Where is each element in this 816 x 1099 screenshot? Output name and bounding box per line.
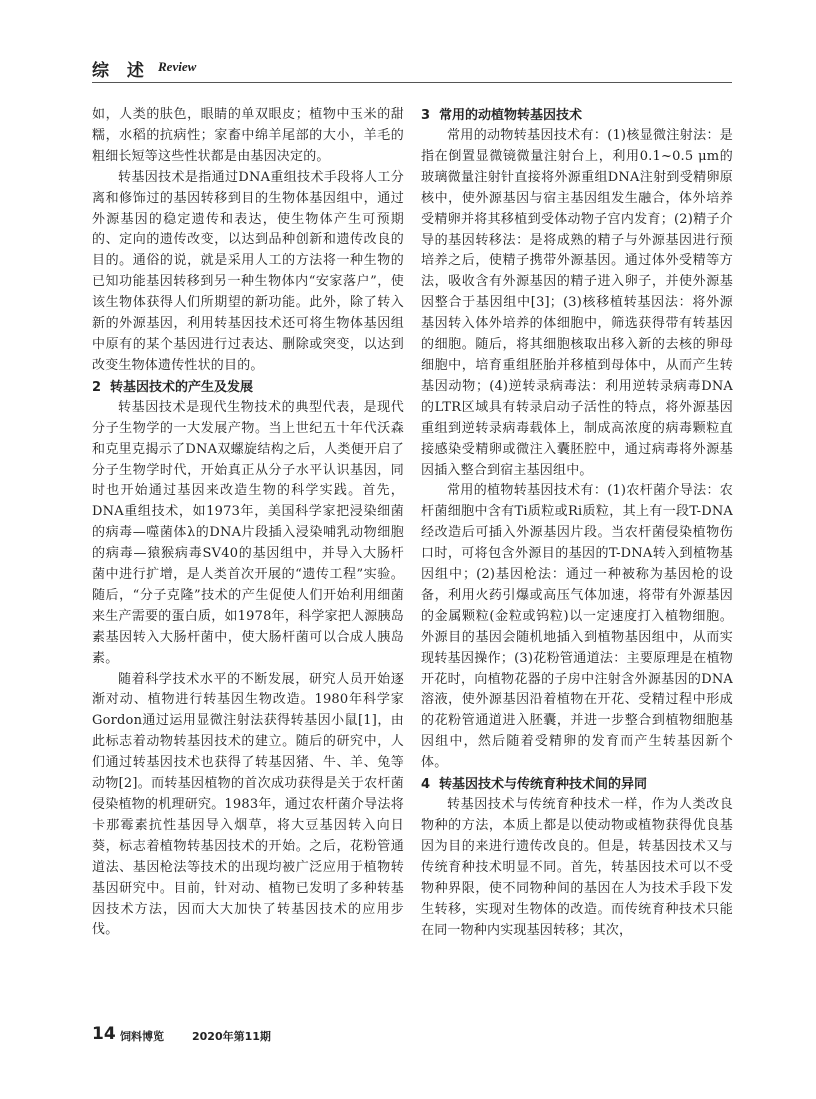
section-heading — [421, 774, 733, 795]
section-number: 2 — [92, 379, 102, 395]
journal-issue: 2020年第11期 — [192, 1030, 271, 1043]
journal-name: 饲料博览 — [120, 1030, 164, 1043]
page-footer — [92, 1024, 492, 1046]
right-column — [421, 105, 733, 1010]
body-paragraph: 转基因技术与传统育种技术一样，作为人类改良物种的方法，本质上都是以使动物或植物获得优良基因为目的来进行遗传改良的。但是，转基因技术又与传统育种技术明显不同。首先，转基因技术可以不受物种界限，使不同物种间的基因在人为技术手段下发生转移，实现对生物体的改造。而传统育种技术只能在同一物种内实现基因转移；其次， — [421, 797, 733, 938]
section-heading — [92, 377, 404, 398]
section-heading-text: 转基因技术与传统育种技术间的异同 — [439, 777, 648, 793]
section-title: 综 述 — [92, 61, 150, 81]
body-paragraph: 转基因技术是指通过DNA重组技术手段将人工分离和修饰过的基因转移到目的生物体基因组中，通过外源基因的稳定遗传和表达，使生物体产生可预期的、定向的遗传改变，以达到品种创新和遗传改良的目的。通俗的说，就是采用人工的方法将一种生物的已知功能基因转移到另一种生物体内“安家落户”，使该生物体获得人们所期望的新功能。此外，除了转入新的外源基因，利用转基因技术还可将生物体基因组中原有的某个基因进行过表达、删除或突变，以达到改变生物体遗传性状的目的。 — [92, 169, 404, 373]
section-heading — [421, 105, 733, 126]
section-title-en: Review — [158, 59, 197, 74]
section-heading-text: 常用的动植物转基因技术 — [439, 108, 583, 123]
section-number: 3 — [421, 108, 431, 123]
body-paragraph: 转基因技术是现代生物技术的典型代表，是现代分子生物学的一大发展产物。当上世纪五十年代沃森和克里克揭示了DNA双螺旋结构之后，人类便开启了分子生物学时代，开始真正从分子水平认识基因，同时也开始通过基因来改造生物的科学实践。首先，DNA重组技术，如1973年，美国科学家把浸染细菌的病毒—噬菌体λ的DNA片段插入浸染哺乳动物细胞的病毒—猿猴病毒SV40的基因组中，并导入大肠杆菌中进行扩增，是人类首次开展的“遗传工程”实验。随后，“分子克隆”技术的产生促使人们开始利用细菌来生产需要的蛋白质，如1978年，科学家把人源胰岛素基因转入大肠杆菌中，使大肠杆菌可以合成人胰岛素。 — [92, 399, 404, 666]
body-paragraph: 常用的动物转基因技术有：(1)核显微注射法：是指在倒置显微镜微量注射台上，利用0.1~0.5 μm的玻璃微量注射针直接将外源重组DNA注射到受精卵原核中，使外源基因与宿主基因组发生融合，体外培养受精卵并将其移植到受体动物子宫内发育；(2)精子介导的基因转移法：是将成熟的精子与外源基因进行预培养之后，使精子携带外源基因。通过体外受精等方法，吸收含有外源基因的精子进入卵子，并使外源基因整合于基因组中[3]；(3)核移植转基因法：将外源基因转入体外培养的体细胞中，筛选获得带有转基因的细胞。随后，将其细胞核取出移入新的去核的卵母细胞中，培育重组胚胎并移植到母体中，从而产生转基因动物；(4)逆转录病毒法：利用逆转录病毒DNA的LTR区域具有转录启动子活性的特点，将外源基因重组到逆转录病毒载体上，制成高浓度的病毒颗粒直接感染受精卵或微注入囊胚腔中，通过病毒将外源基因插入整合到宿主基因组中。 — [421, 128, 733, 478]
body-paragraph: 随着科学技术水平的不断发展，研究人员开始逐渐对动、植物进行转基因生物改造。1980年科学家Gordon通过运用显微注射法获得转基因小鼠[1]，由此标志着动物转基因技术的建立。随后的研究中，人们通过转基因技术也获得了转基因猪、牛、羊、兔等动物[2]。而转基因植物的首次成功获得是关于农杆菌侵染植物的机理研究。1983年，通过农杆菌介导法将卡那霉素抗性基因导入烟草，将大豆基因转入向日葵，标志着植物转基因技术的开始。之后，花粉管通道法、基因枪法等技术的出现均被广泛应用于植物转基因研究中。目前，针对动、植物已发明了多种转基因技术方法，因而大大加快了转基因技术的应用步伐。 — [92, 671, 404, 938]
body-paragraph: 常用的植物转基因技术有：(1)农杆菌介导法：农杆菌细胞中含有Ti质粒或Ri质粒，其上有一段T-DNA经改造后可插入外源基因片段。当农杆菌侵染植物伤口时，可将包含外源目的基因的T-DNA转入到植物基因组中；(2)基因枪法：通过一种被称为基因枪的设备，利用火药引爆或高压气体加速，将带有外源基因的金属颗粒(金粒或钨粒)以一定速度打入植物细胞。外源目的基因会随机地插入到植物基因组中，从而实现转基因操作；(3)花粉管通道法：主要原理是在植物开花时，向植物花器的子房中注射含外源基因的DNA溶液，使外源基因沿着植物在开花、受精过程中形成的花粉管通道进入胚囊，并进一步整合到植物细胞基因组中，然后随着受精卵的发育而产生转基因新个体。 — [421, 483, 733, 771]
section-number: 4 — [421, 777, 431, 793]
page-header — [92, 54, 732, 83]
left-column — [92, 105, 404, 1010]
section-heading-text: 转基因技术的产生及发展 — [110, 379, 254, 395]
page-number: 14 — [92, 1024, 116, 1044]
body-paragraph: 如，人类的肤色，眼睛的单双眼皮；植物中玉米的甜糯，水稻的抗病性；家畜中绵羊尾部的大小，羊毛的粗细长短等这些性状都是由基因决定的。 — [92, 107, 404, 164]
